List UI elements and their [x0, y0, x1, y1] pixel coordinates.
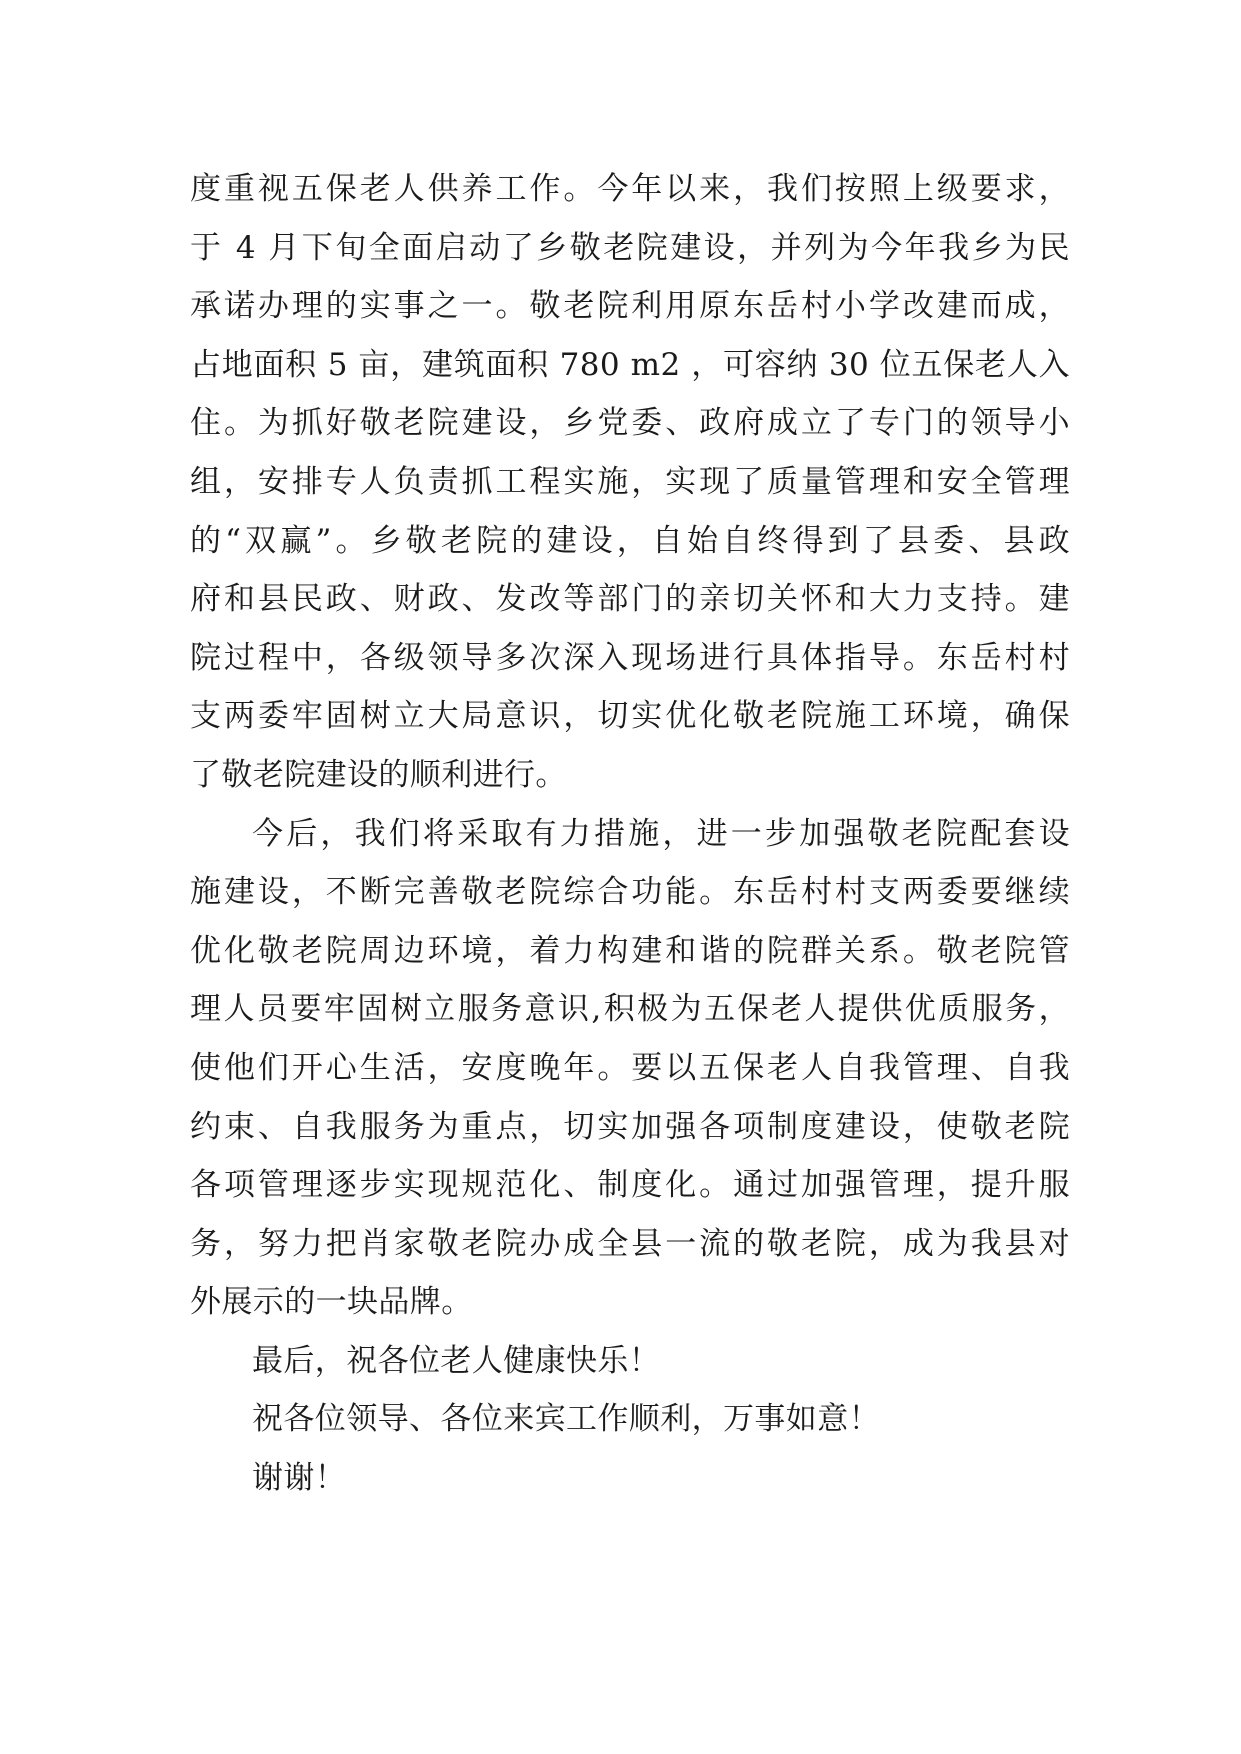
text-line: 施建设，不断完善敬老院综合功能。东岳村村支两委要继续 [190, 874, 1070, 911]
text-line: 住。为抓好敬老院建设，乡党委、政府成立了专门的领导小 [190, 405, 1070, 442]
paragraph-closing-blessing [190, 1390, 1070, 1449]
text-line: 府和县民政、财政、发改等部门的亲切关怀和大力支持。建 [190, 581, 1070, 618]
text-line: 承诺办理的实事之一。敬老院利用原东岳村小学改建而成， [190, 288, 1070, 325]
text-line: 优化敬老院周边环境，着力构建和谐的院群关系。敬老院管 [190, 932, 1070, 969]
text-line: 理人员要牢固树立服务意识,积极为五保老人提供优质服务， [190, 991, 1070, 1028]
text-line: 支两委牢固树立大局意识，切实优化敬老院施工环境，确保 [190, 698, 1070, 735]
paragraph-1 [190, 160, 1070, 805]
text-line: 今后，我们将采取有力措施，进一步加强敬老院配套设 [252, 815, 1070, 852]
text-line: 的“双赢”。乡敬老院的建设，自始自终得到了县委、县政 [190, 522, 1070, 559]
text-line: 占地面积 5 亩，建筑面积 780 m2 ，可容纳 30 位五保老人入 [190, 346, 1070, 383]
paragraph-closing-wish [190, 1332, 1070, 1391]
document-body [190, 160, 1070, 1508]
paragraph-closing-thanks [190, 1449, 1070, 1508]
text-line: 务，努力把肖家敬老院办成全县一流的敬老院，成为我县对 [190, 1225, 1070, 1262]
text-line: 最后，祝各位老人健康快乐！ [252, 1342, 661, 1379]
text-line: 使他们开心生活，安度晚年。要以五保老人自我管理、自我 [190, 1049, 1070, 1086]
text-line: 各项管理逐步实现规范化、制度化。通过加强管理，提升服 [190, 1167, 1070, 1204]
text-line: 约束、自我服务为重点，切实加强各项制度建设，使敬老院 [190, 1108, 1070, 1145]
text-line: 组，安排专人负责抓工程实施，实现了质量管理和安全管理 [190, 463, 1070, 500]
text-line: 度重视五保老人供养工作。今年以来，我们按照上级要求， [190, 171, 1070, 207]
paragraph-2 [190, 805, 1070, 1332]
text-line: 祝各位领导、各位来宾工作顺利，万事如意！ [252, 1401, 880, 1438]
text-line: 院过程中，各级领导多次深入现场进行具体指导。东岳村村 [190, 639, 1070, 676]
text-line: 谢谢！ [252, 1460, 347, 1497]
text-line: 于 4 月下旬全面启动了乡敬老院建设，并列为今年我乡为民 [190, 229, 1070, 266]
text-line: 外展示的一块品牌。 [190, 1284, 473, 1321]
text-line: 了敬老院建设的顺利进行。 [190, 756, 567, 793]
